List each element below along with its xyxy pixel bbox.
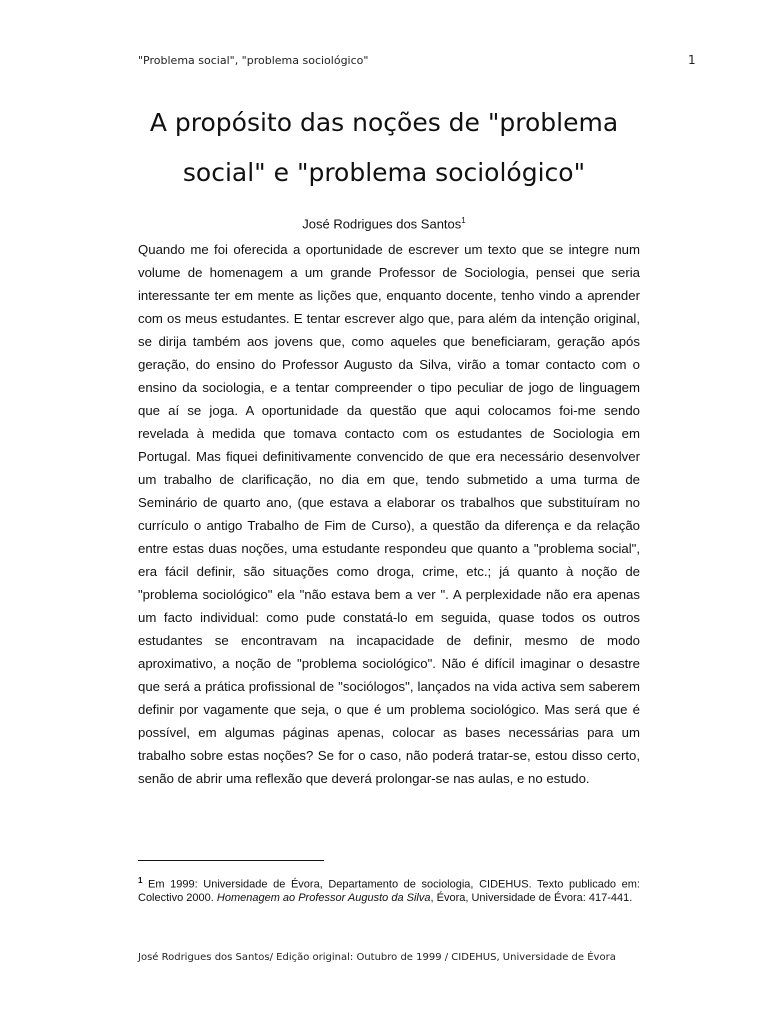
page-number: 1 bbox=[688, 53, 696, 67]
document-title bbox=[100, 98, 668, 198]
footnote bbox=[138, 874, 640, 906]
footnote-separator bbox=[138, 860, 324, 861]
page-footer: José Rodrigues dos Santos/ Edição original: Outubro de 1999 / CIDEHUS, Universidade de Évora bbox=[138, 952, 616, 963]
title-line-1: A propósito das noções de "problema bbox=[149, 108, 619, 137]
footnote-book-title: Homenagem ao Professor Augusto da Silva bbox=[216, 892, 431, 905]
running-header-title: "Problema social", "problema sociológico" bbox=[138, 54, 369, 67]
footnote-marker: 1 bbox=[138, 876, 143, 885]
title-line-2: social" e "problema sociológico" bbox=[182, 158, 586, 187]
body-paragraph: Quando me foi oferecida a oportunidade de escrever um texto que se integre num volume de homenagem a um grande Professor de Sociologia, pensei que seria interessante ter em mente as lições que, enquanto docente, tenho vindo a aprender com os meus estudantes. E tentar escrever algo que, para além da intenção original, se dirija também aos jovens que, como aqueles que beneficiaram, geração após geração, do ensino do Professor Augusto da Silva, virão a tomar contacto com o ensino da sociologia, e a tentar compreender o tipo peculiar de jogo de linguagem que aí se joga. A oportunidade da questão que aqui colocamos foi-me sendo revelada à medida que tomava contacto com os estudantes de Sociologia em Portugal. Mas fiquei definitivamente convencido de que era necessário desenvolver um trabalho de clarificação, no dia em que, tendo submetido a uma turma de Seminário de quarto ano, (que estava a elaborar os trabalhos que substituíram no currículo o antigo Trabalho de Fim de Curso), a questão da diferença e da relação entre estas duas noções, uma estudante respondeu que quanto a "problema social", era fácil definir, são situações como droga, crime, etc.; já quanto à noção de "problema sociológico" ela "não estava bem a ver ". A perplexidade não era apenas um facto individual: como pude constatá-lo em seguida, quase todos os outros estudantes se encontravam na incapacidade de definir, mesmo de modo aproximativo, a noção de "problema sociológico". Não é difícil imaginar o desastre que será a prática profissional de "sociólogos", lançados na vida activa sem saberem definir por vagamente que seja, o que é um problema sociológico. Mas será que é possível, em algumas páginas apenas, colocar as bases necessárias para um trabalho sobre estas noções? Se for o caso, não poderá tratar-se, estou disso certo, senão de abrir uma reflexão que deverá prolongar-se nas aulas, e no estudo. bbox=[138, 242, 640, 786]
author-footnote-marker: 1 bbox=[461, 216, 466, 225]
footnote-text-after: , Évora, Universidade de Évora: 417-441. bbox=[430, 892, 633, 905]
footnote-text-before: Em 1999: Universidade de Évora, Departamento de sociologia, CIDEHUS. Texto publicado em: Colectivo 2000. bbox=[138, 878, 640, 905]
author-line bbox=[100, 216, 668, 231]
author-name: José Rodrigues dos Santos bbox=[302, 216, 462, 232]
